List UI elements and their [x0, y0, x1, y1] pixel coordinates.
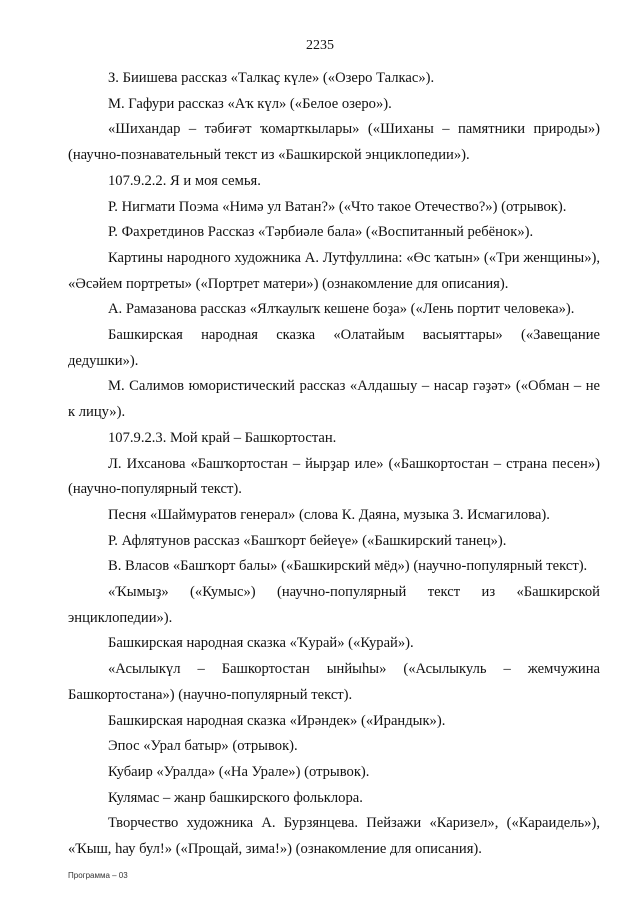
paragraph: Башкирская народная сказка «Ирәндек» («Ирандык»). [108, 712, 446, 729]
document-body [68, 66, 600, 863]
paragraph: А. Рамазанова рассказ «Ялҡаулыҡ кешене боҙа» («Лень портит человека»). [108, 301, 575, 318]
paragraph: Л. Ихсанова «Башҡортостан – йырҙар иле» («Башкортостан – страна песен») (научно-популярный текст). [68, 455, 600, 498]
paragraph: Творчество художника А. Бурзянцева. Пейзажи «Каризел», («Караидель»), «Ҡыш, һау бул!» («Прощай, зима!») (ознакомление для описания). [68, 815, 600, 858]
paragraph: Р. Афлятунов рассказ «Башҡорт бейеүе» («Башкирский танец»). [108, 532, 507, 549]
section-heading: 107.9.2.3. Мой край – Башкортостан. [108, 429, 337, 446]
paragraph: Картины народного художника А. Лутфуллина: «Өс ҡатын» («Три женщины»), «Әсәйем портреты» («Портрет матери») (ознакомление для описания). [68, 249, 600, 292]
page-footer: Программа – 03 [68, 871, 128, 880]
paragraph: «Шихандар – тәбиғәт ҡомарткылары» («Шиханы – памятники природы») (научно-познавательный текст из «Башкирской энциклопедии»). [68, 121, 600, 164]
paragraph: Эпос «Урал батыр» (отрывок). [108, 738, 298, 755]
section-heading: 107.9.2.2. Я и моя семья. [108, 172, 261, 189]
paragraph: З. Биишева рассказ «Талкаҫ күле» («Озеро Талкас»). [108, 70, 435, 86]
paragraph: Башкирская народная сказка «Ҡурай» («Курай»). [108, 635, 414, 652]
page-number: 2235 [306, 38, 334, 53]
paragraph: «Асылыкүл – Башкортостан ынйыһы» («Асылыкуль – жемчужина Башкортостана») (научно-популярный текст). [68, 661, 600, 703]
paragraph: М. Гафури рассказ «Аҡ күл» («Белое озеро»). [108, 95, 392, 112]
paragraph: Кубаир «Уралда» («На Урале») (отрывок). [108, 763, 370, 780]
paragraph: М. Салимов юмористический рассказ «Алдашыу – насар гәҙәт» («Обман – не к лицу»). [68, 378, 600, 421]
paragraph: В. Власов «Башҡорт балы» («Башкирский мёд») (научно-популярный текст). [108, 558, 588, 575]
paragraph: Кулямас – жанр башкирского фольклора. [108, 789, 363, 806]
paragraph: Башкирская народная сказка «Олатайым васыяттары» («Завещание дедушки»). [68, 327, 600, 369]
paragraph: Песня «Шаймуратов генерал» (слова К. Даяна, музыка З. Исмагилова). [108, 506, 550, 523]
paragraph: Р. Фахретдинов Рассказ «Тәрбиәле бала» («Воспитанный ребёнок»). [108, 224, 534, 241]
paragraph: Р. Нигмати Поэма «Нимә ул Ватан?» («Что такое Отечество?») (отрывок). [108, 198, 567, 215]
paragraph: «Ҡымыҙ» («Кумыс») (научно-популярный текст из «Башкирской энциклопедии»). [68, 584, 600, 626]
